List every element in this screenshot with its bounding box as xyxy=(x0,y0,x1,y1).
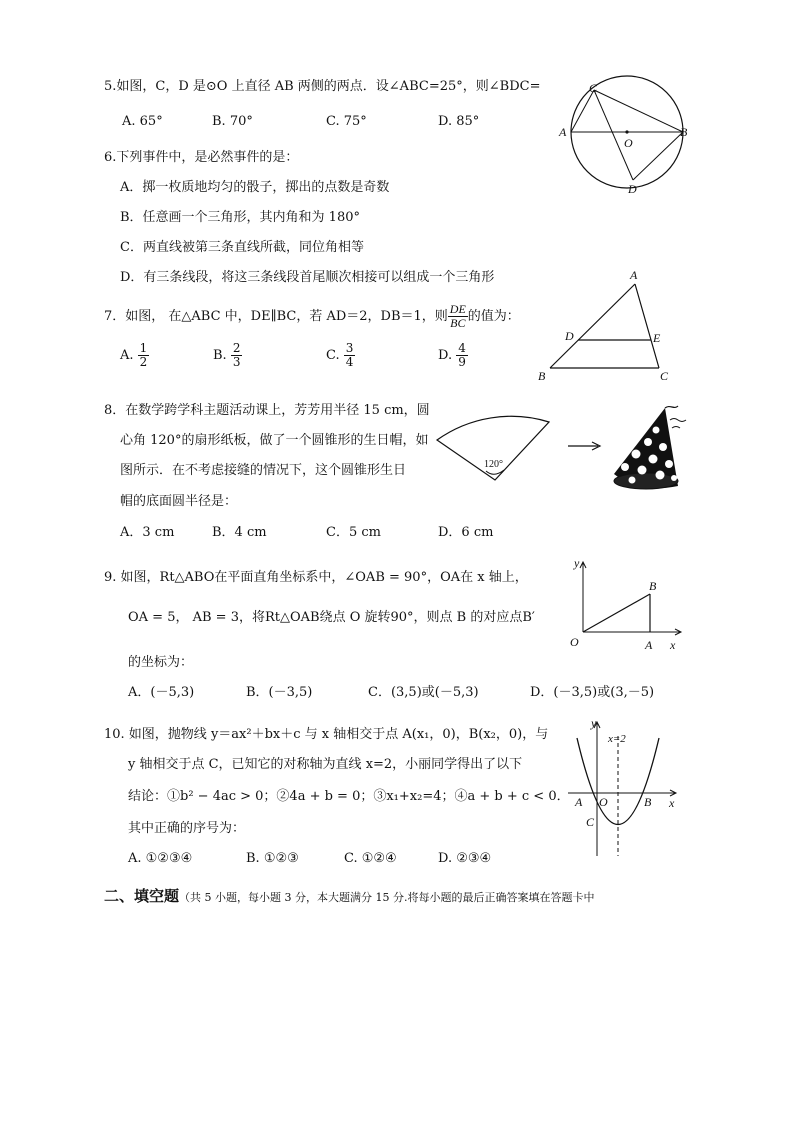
q7-fig-label-e: E xyxy=(653,331,661,345)
q8-angle-label: 120° xyxy=(484,459,503,470)
q7-fig-label-c: C xyxy=(660,369,669,383)
q9-fig-label-b: B xyxy=(649,579,657,593)
q5-option-a: A. 65° xyxy=(122,114,163,129)
q9-fig-label-y: y xyxy=(574,556,580,570)
q8-line-3: 图所示．在不考虑接缝的情况下，这个圆锥形生日 xyxy=(120,463,407,478)
q8-option-d: D．6 cm xyxy=(438,525,494,540)
q8-line-4: 帽的底面圆半径是： xyxy=(120,494,238,509)
q10-line-3: 结论：①b² − 4ac > 0；②4a + b = 0；③x₁+x₂=4；④a + b + c < 0． xyxy=(128,789,570,804)
q10-option-d: D. ②③④ xyxy=(438,851,492,866)
q8-sector-figure xyxy=(432,402,572,482)
q6-option-a: A．掷一枚质地均匀的骰子，掷出的点数是奇数 xyxy=(120,180,390,195)
q7-fig-label-d: D xyxy=(565,329,574,343)
section-2-heading xyxy=(104,889,594,904)
party-hat-icon xyxy=(608,402,688,492)
q9-fig-label-a: A xyxy=(645,638,653,652)
q10-fig-label-x: x xyxy=(669,796,675,810)
q7-option-a: A. $\frac{1}{2}$ xyxy=(120,341,148,370)
q9-option-d: D．(－3,5)或(3,－5) xyxy=(530,685,655,700)
q9-option-a: A．(－5,3) xyxy=(128,685,195,700)
arrow-icon xyxy=(566,440,606,452)
q6-option-c: C．两直线被第三条直线所截，同位角相等 xyxy=(120,240,364,255)
q7-stem: 7．如图， 在△ABC 中，DE∥BC，若 AD＝2，DB＝1，则 $\frac{DE}{BC}$ 的值为： xyxy=(104,302,520,331)
q7-option-d: D. $\frac{4}{9}$ xyxy=(438,341,466,370)
q8-line-1: 8．在数学跨学科主题活动课上，芳芳用半径 15 cm，圆 xyxy=(104,403,430,418)
q7-fig-label-a: A xyxy=(630,268,638,282)
q10-fig-label-a: A xyxy=(575,795,583,809)
q10-line-2: y 轴相交于点 C，已知它的对称轴为直线 x=2，小丽同学得出了以下 xyxy=(128,757,523,772)
q10-option-a: A. ①②③④ xyxy=(128,851,193,866)
q5-option-d: D. 85° xyxy=(438,114,480,129)
q8-line-2: 心角 120°的扇形纸板，做了一个圆锥形的生日帽，如 xyxy=(120,433,429,448)
q10-fig-label-o: O xyxy=(599,795,608,809)
q10-line-4: 其中正确的序号为： xyxy=(128,821,246,836)
q9-fig-label-o: O xyxy=(570,635,579,649)
q5-stem: 5.如图，C，D 是⊙O 上直径 AB 两侧的两点．设∠ABC=25°，则∠BDC= xyxy=(104,79,541,94)
q5-fig-label-o: O xyxy=(624,136,633,150)
q5-fig-label-a: A xyxy=(559,125,567,139)
q9-option-b: B．(－3,5) xyxy=(246,685,313,700)
q10-fig-label-y: y xyxy=(591,716,597,730)
q7-ratio-fraction: $\frac{DE}{BC}$ xyxy=(449,302,466,331)
q9-line-1: 9. 如图，Rt△ABO在平面直角坐标系中，∠OAB = 90°，OA在 x 轴上， xyxy=(104,570,528,585)
section-2-title: 二、填空题 xyxy=(104,887,180,905)
q8-option-b: B．4 cm xyxy=(212,525,267,540)
q5-fig-label-c: C xyxy=(589,81,598,95)
q8-option-a: A．3 cm xyxy=(120,525,175,540)
q9-line-3: 的坐标为： xyxy=(128,655,194,670)
q7-option-c: C. $\frac{3}{4}$ xyxy=(326,341,354,370)
q9-line-2: OA = 5， AB = 3，将Rt△OAB绕点 O 旋转90°，则点 B 的对应点B′ xyxy=(128,610,535,625)
q10-option-c: C. ①②④ xyxy=(344,851,397,866)
q7-fig-label-b: B xyxy=(538,369,546,383)
q10-fig-label-c: C xyxy=(586,815,595,829)
q10-fig-label-b: B xyxy=(644,795,652,809)
q10-fig-label-axis: x=2 xyxy=(608,733,626,745)
q9-option-c: C．(3,5)或(－5,3) xyxy=(368,685,479,700)
q5-fig-label-b: B xyxy=(680,125,688,139)
q9-fig-label-x: x xyxy=(670,638,676,652)
q6-stem: 6.下列事件中，是必然事件的是： xyxy=(104,150,299,165)
q5-circle-figure xyxy=(560,80,700,200)
q7-triangle-figure xyxy=(535,268,685,383)
q5-option-c: C. 75° xyxy=(326,114,367,129)
q8-option-c: C．5 cm xyxy=(326,525,381,540)
q6-option-d: D．有三条线段，将这三条线段首尾顺次相接可以组成一个三角形 xyxy=(120,270,495,285)
q9-coordinate-figure xyxy=(565,556,685,656)
q6-option-b: B．任意画一个三角形，其内角和为 180° xyxy=(120,210,360,225)
q10-option-b: B. ①②③ xyxy=(246,851,299,866)
q10-parabola-figure xyxy=(566,716,686,861)
q7-option-b: B. $\frac{2}{3}$ xyxy=(213,341,241,370)
q10-line-1: 10. 如图，抛物线 y＝ax²＋bx＋c 与 x 轴相交于点 A(x₁，0)，B(x₂，0)，与 xyxy=(104,727,549,742)
q5-fig-label-d: D xyxy=(628,182,637,196)
section-2-note: （共 5 小题，每小题 3 分，本大题满分 15 分.将每小题的最后正确答案填在答题卡中 xyxy=(179,891,595,904)
q5-option-b: B. 70° xyxy=(212,114,253,129)
